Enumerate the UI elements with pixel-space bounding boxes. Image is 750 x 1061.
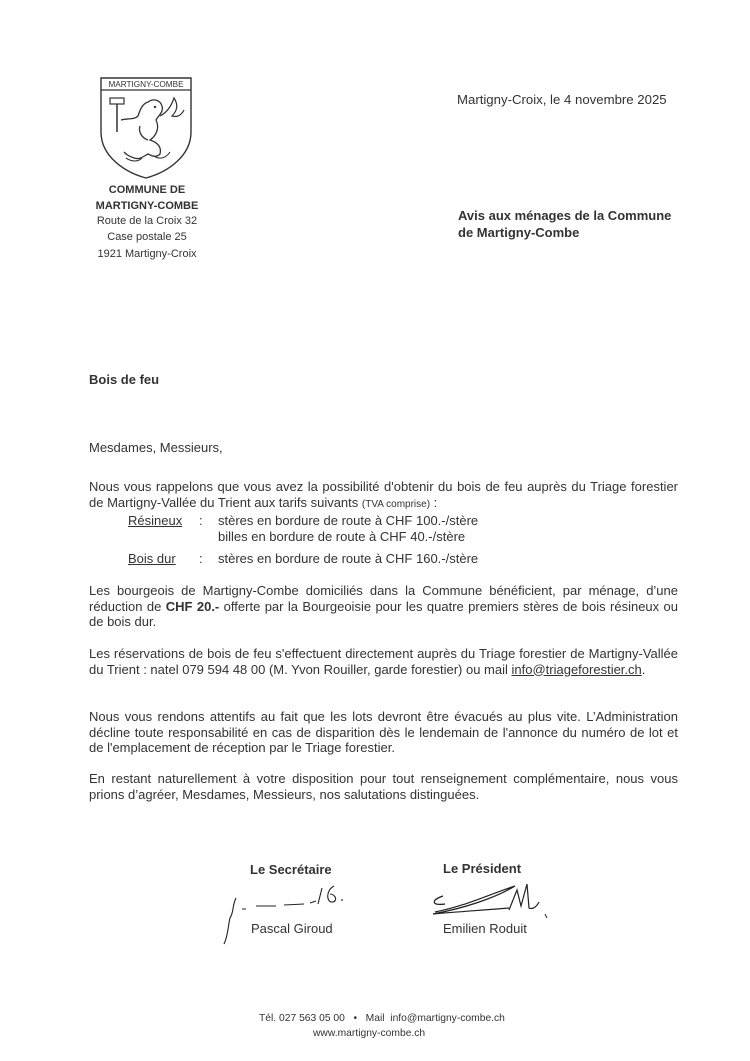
paragraph-discount-before: Les bourgeois de Martigny-Combe domiciliés dans la Commune bénéficient, par ménage, d’une réduction de bbox=[89, 583, 678, 614]
president-signature bbox=[425, 876, 555, 924]
commune-name-line2: MARTIGNY-COMBE bbox=[95, 199, 199, 212]
footer-mail-link[interactable]: info@martigny-combe.ch bbox=[390, 1013, 505, 1024]
commune-address-block bbox=[70, 183, 224, 263]
paragraph-intro-end: : bbox=[430, 494, 438, 510]
paragraph-intro-text: Nous vous rappelons que vous avez la possibilité d'obtenir du bois de feu auprès du Triage forestier de Martigny-Vallée du Trient aux tarifs suivants bbox=[89, 479, 678, 510]
address-po-box: Case postale 25 bbox=[107, 230, 187, 243]
salutation: Mesdames, Messieurs, bbox=[89, 440, 223, 455]
paragraph-reservations-end: . bbox=[641, 661, 646, 677]
footer-bullet: • bbox=[353, 1013, 358, 1024]
address-city: 1921 Martigny-Croix bbox=[97, 248, 197, 260]
paragraph-reservations bbox=[89, 646, 678, 677]
tariff-line: stères en bordure de route à CHF 160.-/stère bbox=[218, 551, 479, 566]
tariff-row-resineux bbox=[128, 513, 478, 544]
paragraph-reservations-text: Les réservations de bois de feu s'effectuent directement auprès du Triage forestier de Martigny-Vallée du Trient : natel 079 594 48 00 (M. Yvon Rouiller, garde forestier) ou mail bbox=[89, 646, 678, 677]
president-title: Le Président bbox=[443, 861, 522, 876]
commune-crest-logo bbox=[98, 76, 194, 180]
secretary-title: Le Secrétaire bbox=[250, 862, 332, 877]
tariff-separator: : bbox=[199, 513, 203, 528]
footer-mail-label: Mail bbox=[365, 1013, 385, 1024]
footer-website-link[interactable]: www.martigny-combe.ch bbox=[313, 1028, 426, 1039]
discount-amount: CHF 20.- bbox=[165, 598, 220, 614]
commune-name-line1: COMMUNE DE bbox=[108, 184, 186, 196]
address-street: Route de la Croix 32 bbox=[96, 215, 198, 227]
triage-email-link[interactable]: info@triageforestier.ch bbox=[511, 661, 642, 677]
president-name: Emilien Roduit bbox=[443, 921, 527, 936]
letter-date: Martigny-Croix, le 4 novembre 2025 bbox=[457, 92, 667, 107]
vat-note: (TVA comprise) bbox=[361, 498, 431, 510]
recipient-line2: de Martigny-Combe bbox=[458, 224, 580, 240]
paragraph-discount-after: offerte par la Bourgeoisie pour les quatre premiers stères de bois résineux ou de bois dur. bbox=[89, 598, 679, 629]
paragraph-closing: En restant naturellement à votre disposition pour tout renseignement complémentaire, nous vous prions d’agréer, Mesdames, Messieurs, nos salutations distinguées. bbox=[89, 771, 678, 802]
paragraph-intro bbox=[89, 479, 678, 512]
recipient-line1: Avis aux ménages de la Commune bbox=[458, 208, 672, 223]
footer-contact bbox=[259, 1013, 505, 1024]
tariff-row-bois-dur bbox=[128, 551, 478, 567]
tariff-category: Bois dur bbox=[128, 551, 176, 566]
recipient-block bbox=[458, 208, 671, 241]
paragraph-evacuation: Nous vous rendons attentifs au fait que les lots devront être évacués au plus vite. L’Administration décline toute responsabilité en cas de disparition dès le lendemain de l'annonce du numéro de lot et de l'emplacement de réception par le Triage forestier. bbox=[89, 709, 678, 755]
secretary-name: Pascal Giroud bbox=[251, 921, 333, 936]
tariff-line: stères en bordure de route à CHF 100.-/stère bbox=[218, 513, 479, 528]
paragraph-discount bbox=[89, 583, 678, 630]
tariff-category: Résineux bbox=[128, 513, 183, 528]
tariff-line: billes en bordure de route à CHF 40.-/stère bbox=[218, 528, 466, 544]
footer-phone: Tél. 027 563 05 00 bbox=[259, 1013, 345, 1024]
letter-subject: Bois de feu bbox=[89, 372, 160, 387]
crest-banner-text: MARTIGNY-COMBE bbox=[108, 80, 184, 89]
tariff-list bbox=[128, 513, 478, 567]
tariff-separator: : bbox=[199, 551, 203, 566]
